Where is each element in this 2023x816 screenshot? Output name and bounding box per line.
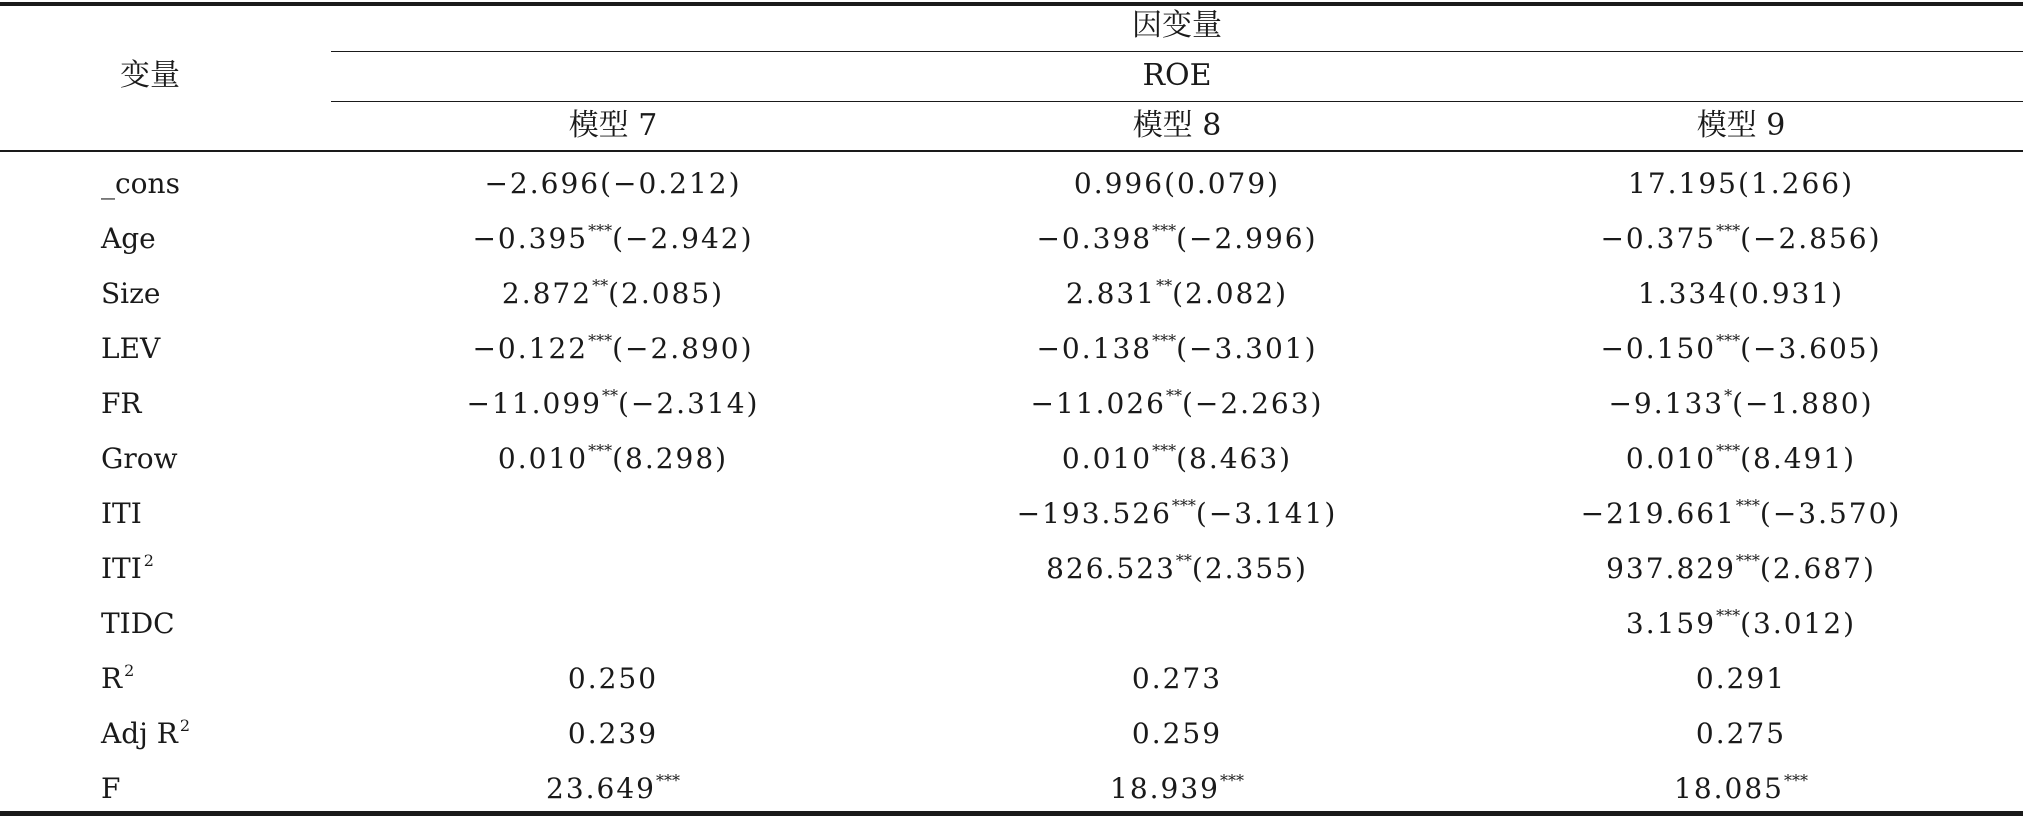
coefficient-cell (331, 596, 895, 651)
coefficient-cell (895, 211, 1459, 266)
coefficient-cell (331, 706, 895, 761)
row-variable-name (101, 211, 331, 266)
coefficient-value: 0.275 (1695, 717, 1787, 750)
coefficient-value: 0.259 (1131, 717, 1223, 750)
significance-stars: *** (1152, 331, 1177, 350)
table-row (0, 541, 2023, 596)
coefficient-cell (895, 266, 1459, 321)
variable-name-superscript: 2 (143, 551, 154, 570)
coefficient-cell (331, 211, 895, 266)
coefficient-value: −0.122 (472, 332, 589, 365)
table-row (0, 376, 2023, 431)
coefficient-value: 0.273 (1131, 662, 1223, 695)
row-variable-name (101, 706, 331, 761)
variable-name-text: TIDC (101, 607, 175, 640)
coefficient-cell (1459, 376, 2023, 431)
coefficient-cell (1459, 761, 2023, 816)
coefficient-value: 0.996 (1073, 167, 1165, 200)
coefficient-cell (331, 651, 895, 706)
coefficient-cell (1459, 596, 2023, 651)
significance-stars: *** (1716, 331, 1741, 350)
coefficient-value: 0.291 (1695, 662, 1787, 695)
significance-stars: *** (1219, 771, 1244, 790)
t-statistic: (−2.263) (1181, 387, 1324, 420)
coefficient-cell (895, 651, 1459, 706)
model-9-header: 模型 9 (1696, 108, 1786, 143)
table-row (0, 321, 2023, 376)
coefficient-value: −0.138 (1036, 332, 1153, 365)
t-statistic: (−2.942) (612, 222, 754, 255)
coefficient-value: −0.398 (1036, 222, 1153, 255)
table-row (0, 486, 2023, 541)
t-statistic: (−3.570) (1759, 497, 1902, 530)
significance-stars: *** (1783, 771, 1808, 790)
model-8-header: 模型 8 (1132, 108, 1222, 143)
table-row (0, 431, 2023, 486)
t-statistic: (−2.890) (612, 332, 754, 365)
variable-name-superscript: 2 (124, 661, 135, 680)
variable-name-text: F (101, 772, 121, 805)
coefficient-cell (331, 156, 895, 211)
coefficient-cell (895, 596, 1459, 651)
coefficient-value: 18.939 (1110, 772, 1220, 805)
t-statistic: (2.085) (608, 277, 725, 310)
significance-stars: *** (1716, 221, 1741, 240)
table-row (0, 761, 2023, 816)
significance-stars: ** (601, 386, 618, 405)
coefficient-cell (1459, 266, 2023, 321)
t-statistic: (1.266) (1737, 167, 1854, 200)
coefficient-cell (895, 321, 1459, 376)
coefficient-value: 2.831 (1065, 277, 1157, 310)
coefficient-value: 3.159 (1625, 607, 1717, 640)
significance-stars: *** (1735, 551, 1760, 570)
significance-stars: ** (1175, 551, 1192, 570)
table-row (0, 211, 2023, 266)
coefficient-value: 0.010 (1625, 442, 1717, 475)
coefficient-value: 2.872 (501, 277, 593, 310)
coefficient-cell (331, 266, 895, 321)
coefficient-value: −11.099 (466, 387, 602, 420)
table-row (0, 596, 2023, 651)
header-bottom-rule (0, 150, 2023, 152)
significance-stars: *** (1171, 496, 1196, 515)
row-variable-name (101, 431, 331, 486)
variable-name-text: Size (101, 277, 161, 310)
t-statistic: (−3.301) (1176, 332, 1318, 365)
coefficient-cell (331, 486, 895, 541)
significance-stars: *** (1716, 606, 1741, 625)
t-statistic: (2.355) (1191, 552, 1308, 585)
row-variable-name (101, 651, 331, 706)
t-statistic: (−3.605) (1740, 332, 1882, 365)
significance-stars: *** (588, 221, 613, 240)
row-variable-name (101, 156, 331, 211)
dependent-variable-header: 因变量 (1132, 8, 1222, 43)
t-statistic: (−0.212) (600, 167, 742, 200)
t-statistic: (3.012) (1740, 607, 1857, 640)
coefficient-cell (331, 761, 895, 816)
t-statistic: (0.931) (1728, 277, 1845, 310)
row-variable-name (101, 541, 331, 596)
significance-stars: *** (655, 771, 680, 790)
coefficient-value: −193.526 (1016, 497, 1172, 530)
variable-name-text: ITI (101, 497, 142, 530)
t-statistic: (8.298) (612, 442, 729, 475)
t-statistic: (2.082) (1172, 277, 1289, 310)
coefficient-value: 17.195 (1628, 167, 1738, 200)
coefficient-value: −0.395 (472, 222, 589, 255)
t-statistic: (−2.314) (617, 387, 760, 420)
coefficient-value: 0.010 (1061, 442, 1153, 475)
variable-name-text: Grow (101, 442, 178, 475)
variable-name-text: R (101, 662, 123, 695)
significance-stars: *** (588, 441, 613, 460)
t-statistic: (−3.141) (1195, 497, 1338, 530)
coefficient-cell (895, 486, 1459, 541)
variable-name-superscript: 2 (179, 716, 190, 735)
coefficient-value: −2.696 (484, 167, 601, 200)
t-statistic: (2.687) (1759, 552, 1876, 585)
significance-stars: *** (1735, 496, 1760, 515)
variable-name-text: Adj R (101, 717, 178, 750)
roe-header-rule (331, 101, 2023, 102)
t-statistic: (−2.996) (1176, 222, 1318, 255)
t-statistic: (8.463) (1176, 442, 1293, 475)
coefficient-value: 0.250 (567, 662, 659, 695)
coefficient-value: 1.334 (1637, 277, 1729, 310)
coefficient-value: −219.661 (1580, 497, 1736, 530)
coefficient-value: −9.133 (1608, 387, 1725, 420)
coefficient-cell (895, 541, 1459, 596)
variable-name-text: _cons (101, 167, 180, 200)
row-variable-name (101, 761, 331, 816)
coefficient-cell (895, 761, 1459, 816)
coefficient-cell (331, 376, 895, 431)
coefficient-value: 0.239 (567, 717, 659, 750)
coefficient-cell (1459, 651, 2023, 706)
significance-stars: ** (592, 276, 609, 295)
coefficient-cell (331, 541, 895, 596)
row-variable-name (101, 321, 331, 376)
significance-stars: *** (588, 331, 613, 350)
row-variable-name (101, 486, 331, 541)
model-7-header: 模型 7 (568, 108, 658, 143)
significance-stars: ** (1156, 276, 1173, 295)
significance-stars: ** (1165, 386, 1182, 405)
significance-stars: *** (1152, 221, 1177, 240)
variable-name-text: ITI (101, 552, 142, 585)
coefficient-value: 826.523 (1046, 552, 1176, 585)
roe-header: ROE (1142, 58, 1212, 93)
t-statistic: (8.491) (1740, 442, 1857, 475)
coefficient-cell (895, 376, 1459, 431)
coefficient-cell (1459, 706, 2023, 761)
coefficient-value: −0.375 (1600, 222, 1717, 255)
coefficient-cell (895, 156, 1459, 211)
t-statistic: (−2.856) (1740, 222, 1882, 255)
dependent-header-rule (331, 51, 2023, 52)
variable-name-text: LEV (101, 332, 161, 365)
row-variable-name (101, 266, 331, 321)
coefficient-cell (895, 431, 1459, 486)
significance-stars: *** (1716, 441, 1741, 460)
coefficient-cell (1459, 321, 2023, 376)
variable-name-text: Age (101, 222, 156, 255)
table-row (0, 266, 2023, 321)
coefficient-value: 937.829 (1606, 552, 1736, 585)
coefficient-cell (1459, 211, 2023, 266)
significance-stars: *** (1152, 441, 1177, 460)
significance-stars: * (1724, 386, 1733, 405)
coefficient-value: 23.649 (546, 772, 656, 805)
coefficient-cell (1459, 156, 2023, 211)
coefficient-cell (1459, 431, 2023, 486)
row-variable-name (101, 376, 331, 431)
table-body (0, 156, 2023, 816)
variable-name-text: FR (101, 387, 142, 420)
t-statistic: (−1.880) (1732, 387, 1874, 420)
table-row (0, 706, 2023, 761)
coefficient-cell (1459, 486, 2023, 541)
coefficient-cell (331, 321, 895, 376)
coefficient-value: −11.026 (1030, 387, 1166, 420)
coefficient-value: 18.085 (1674, 772, 1784, 805)
coefficient-cell (331, 431, 895, 486)
table-row (0, 156, 2023, 211)
variable-column-header: 变量 (120, 58, 180, 93)
table-row (0, 651, 2023, 706)
coefficient-cell (895, 706, 1459, 761)
coefficient-value: 0.010 (497, 442, 589, 475)
row-variable-name (101, 596, 331, 651)
t-statistic: (0.079) (1164, 167, 1281, 200)
coefficient-value: −0.150 (1600, 332, 1717, 365)
coefficient-cell (1459, 541, 2023, 596)
